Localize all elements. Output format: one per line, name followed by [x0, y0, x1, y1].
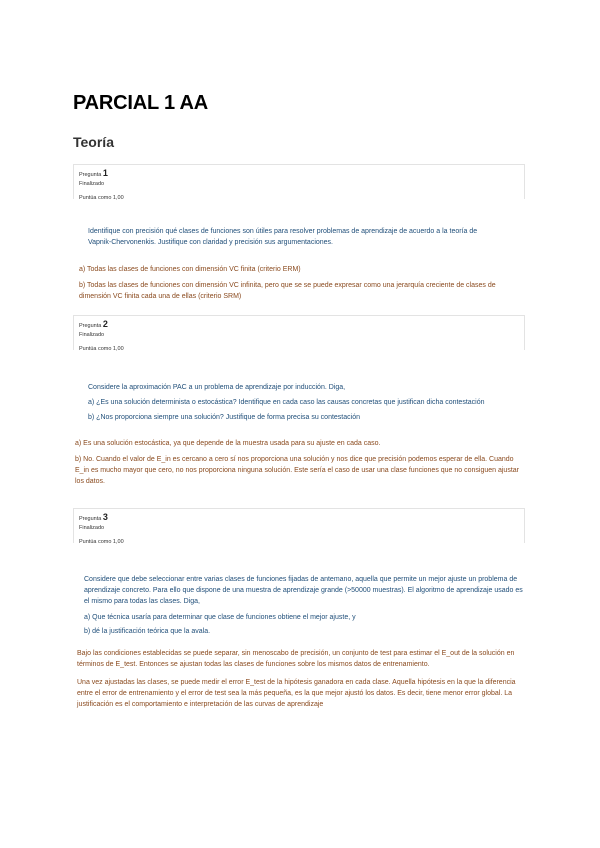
question-number: 2 [102, 319, 108, 329]
question-3-text-line-2: a) Que técnica usaría para determinar que clase de funciones obtiene el mejor ajuste, y [84, 614, 356, 621]
question-2-answer-a: a) Es una solución estocástica, ya que depende de la muestra usada para su ajuste en cada caso. [75, 440, 381, 447]
question-3-text-line-3: b) dé la justificación teórica que la avala. [84, 628, 211, 635]
question-3-answer-1: Bajo las condiciones establecidas se puede separar, sin menoscabo de precisión, un conjunto de test para estimar el E_out de la solución en términos de E_test. Entonces se ajustan todas las clases de funciones sobre los mismos datos de entrenamiento. [77, 650, 515, 668]
section-title: Teoría [73, 134, 114, 150]
question-label: Pregunta [79, 172, 102, 178]
question-1-text-line-1: Identifique con precisión qué clases de funciones son útiles para resolver problemas de aprendizaje de acuerdo a la teoría de [88, 228, 478, 235]
question-1-header [79, 168, 108, 178]
question-2-header [79, 319, 108, 329]
question-status: Finalizado [79, 525, 105, 531]
question-status: Finalizado [79, 181, 105, 187]
question-2-info [73, 315, 525, 350]
question-number: 3 [102, 512, 108, 522]
question-2-answer-b: b) No. Cuando el valor de E_in es cercano a cero sí nos proporciona una solución y nos dice que precisión podemos esperar de ella. Cuando E_in es mucho mayor que cero, no nos proporciona ninguna solución. Este sería el caso de usar una clase funciones que no consiguen ajustar los datos. [75, 456, 519, 485]
question-1-info [73, 164, 525, 199]
question-status: Finalizado [79, 332, 105, 338]
question-score: Puntúa como 1,00 [79, 195, 124, 201]
question-3-header [79, 512, 108, 522]
page-title: PARCIAL 1 AA [73, 92, 209, 114]
question-1-text-line-2: Vapnik-Chervonenkis. Justifique con claridad y precisión sus argumentaciones. [88, 239, 333, 246]
question-1-answer-a: a) Todas las clases de funciones con dimensión VC finita (criterio ERM) [79, 266, 301, 273]
question-2-text-line-2: a) ¿Es una solución determinista o estocástica? Identifique en cada caso las causas concretas que justifican dicha contestación [88, 399, 485, 406]
question-score: Puntúa como 1,00 [79, 539, 124, 545]
question-1-answer-b: b) Todas las clases de funciones con dimensión VC infinita, pero que se se puede expresar como una jerarquía creciente de clases de dimensión VC finita cada una de ellas (criterio SRM) [79, 282, 496, 300]
question-2-text-line-3: b) ¿Nos proporciona siempre una solución? Justifique de forma precisa su contestación [88, 414, 360, 421]
question-3-info [73, 508, 525, 543]
question-label: Pregunta [79, 323, 102, 329]
question-3-answer-2: Una vez ajustadas las clases, se puede medir el error E_test de la hipótesis ganadora en cada clase. Aquella hipótesis en la que la diferencia entre el error de entrenamiento y el error de test sea la más pequeña, es la que mejor ajustó los datos. Es decir, tiene menor error global. La justificación es el comportamiento e interpretación de las curvas de aprendizaje [77, 679, 516, 708]
question-score: Puntúa como 1,00 [79, 346, 124, 352]
question-label: Pregunta [79, 516, 102, 522]
question-3-text-line-1: Considere que debe seleccionar entre varias clases de funciones fijadas de antemano, aquella que permite un mejor ajuste un problema de aprendizaje concreto. Para ello que dispone de una muestra de aprendizaje grande (>50000 muestras). El algoritmo de aprendizaje usado es el mismo para todas las clases. Diga, [84, 576, 523, 605]
question-2-text-line-1: Considere la aproximación PAC a un problema de aprendizaje por inducción. Diga, [88, 384, 346, 391]
question-number: 1 [102, 168, 108, 178]
